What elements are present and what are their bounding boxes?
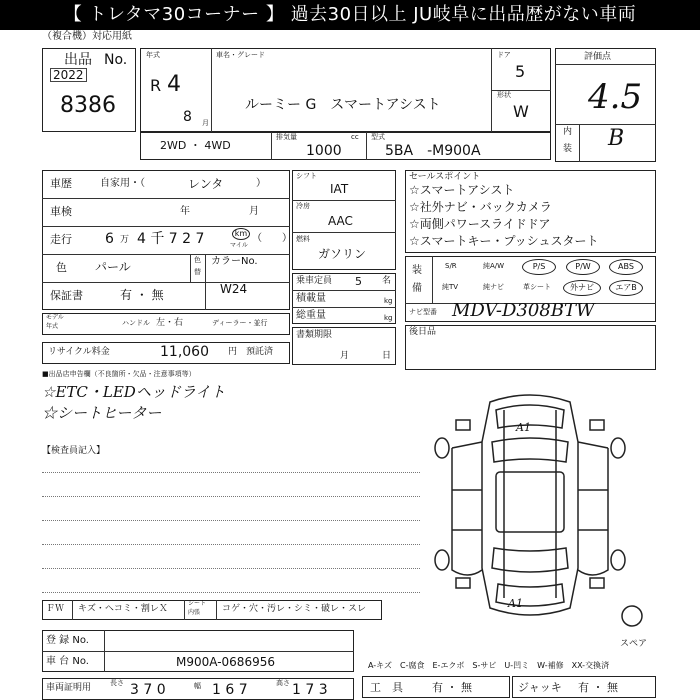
equip-ext-navi: 外ナビ (563, 280, 601, 296)
model-value: 5BA -M900A (385, 143, 481, 159)
jack-label: ジャッキ (518, 681, 562, 694)
month-unit: 月 (202, 119, 209, 127)
car-outline (435, 395, 642, 626)
sales-point-4: ☆スマートキー・プッシュスタート (409, 234, 599, 248)
equip-sr: S/R (445, 262, 457, 270)
doors-value: 5 (515, 62, 526, 81)
fw-value: キズ・ヘコミ・割レＸ (78, 604, 168, 614)
recycle-label: リサイクル料金 (48, 347, 110, 357)
score-value: 4.5 (588, 77, 643, 117)
model-label: 型式 (371, 133, 385, 141)
handle-value: 左・右 (156, 318, 184, 328)
cert-width-value: 1 6 7 (212, 682, 248, 698)
displacement-value: 1000 (306, 143, 342, 159)
damage-mark-rear: A1 (508, 597, 523, 610)
sales-point-3: ☆両側パワースライドドア (409, 217, 551, 231)
equip-ps: P/S (522, 259, 556, 275)
color-change-label-1: 色 (194, 256, 201, 264)
tools-value: 有 ・ 無 (432, 681, 472, 694)
damage-legend: A-キズ C-腐食 E-エクボ S-サビ U-凹ミ W-補修 XX-交換済 (368, 661, 610, 670)
fuel-label: 燃料 (296, 235, 310, 243)
ac-value: AAC (328, 214, 353, 228)
body-type-label: 形状 (497, 91, 511, 99)
mileage-rest: 4 千 7 2 7 (137, 231, 205, 247)
shift-label: シフト (296, 172, 317, 180)
equip-leather: 革シート (523, 283, 551, 291)
equip-pw: P/W (566, 259, 600, 275)
history-value: レンタ (188, 177, 224, 191)
year-stamp: 2022 (50, 68, 87, 82)
shift-value: IAT (330, 182, 349, 196)
mileage-label: 走行 (50, 233, 72, 246)
equip-airbag: エアB (609, 280, 643, 296)
tools-label: 工 具 (370, 681, 403, 694)
fw-label: ＦＷ (46, 604, 65, 614)
ac-label: 冷房 (296, 202, 310, 210)
chassis-label: 車 台 No. (46, 656, 89, 667)
car-diagram (412, 380, 647, 630)
doc-period-day: 日 (382, 351, 392, 361)
mileage-paren: （ ） (252, 233, 292, 244)
mileage-man-unit: 万 (120, 235, 130, 245)
capacity-label: 乗車定員 (296, 276, 333, 286)
car-name-grade: ルーミー G スマートアシスト (245, 97, 441, 113)
recycle-value: 11,060 (160, 344, 209, 360)
drive-value: 2WD ・ 4WD (160, 139, 231, 152)
sales-points-label: セールスポイント (409, 172, 481, 182)
year-value: 4 (167, 72, 181, 97)
equipment-label-2: 備 (412, 283, 422, 294)
form-label: （複合機）対応用紙 (42, 31, 132, 42)
color-label: 色 (56, 261, 67, 274)
reg-no-label: 登 録 No. (46, 635, 89, 646)
body-type-value: W (513, 102, 529, 121)
equip-abs: ABS (609, 259, 643, 275)
lot-no-label: No. (104, 52, 128, 68)
history-close: ） (256, 178, 266, 189)
equip-navi: 純ナビ (483, 283, 504, 291)
displacement-unit: cc (351, 133, 359, 141)
sales-point-1: ☆スマートアシスト (409, 183, 515, 197)
remarks-box (405, 325, 656, 370)
interior-value: B (608, 126, 625, 151)
recycle-unit: 円 (228, 347, 238, 357)
cert-length-label: 長さ (110, 679, 124, 687)
seller-note-2: ☆シートヒーター (42, 404, 162, 422)
inspection-month-unit: 月 (249, 206, 259, 217)
remarks-label: 後日品 (409, 327, 437, 337)
gross-label: 総重量 (296, 310, 326, 321)
navi-model-label: ナビ型番 (409, 308, 437, 316)
seller-note-1: ☆ETC・LEDヘッドライト (42, 383, 226, 401)
capacity-value: 5 (355, 275, 362, 288)
interior-label-2: 装 (563, 144, 573, 154)
recycle-note: 預託済 (246, 347, 274, 357)
equip-alloy: 純A/W (483, 262, 505, 270)
gross-unit: kg (384, 314, 393, 322)
doc-period-label: 書類期限 (296, 330, 333, 340)
load-label: 積載量 (296, 293, 326, 304)
inspection-year-unit: 年 (180, 206, 190, 217)
sales-point-2: ☆社外ナビ・バックカメラ (409, 200, 552, 214)
capacity-unit: 名 (382, 276, 392, 286)
mileage-man: 6 (105, 231, 114, 247)
color-value: パール (95, 260, 131, 274)
lot-label: 出品 (64, 52, 92, 68)
seat-value: コゲ・穴・汚レ・シミ・破レ・スレ (222, 604, 367, 614)
color-no-label: カラーNo. (211, 256, 258, 267)
warranty-label: 保証書 (50, 289, 83, 302)
inspection-label: 車検 (50, 205, 72, 218)
warranty-value: 有 ・ 無 (120, 288, 164, 302)
history-options: 自家用・（ (100, 178, 145, 189)
inspector-label: 【検査員記入】 (42, 446, 106, 456)
color-no-value: W24 (220, 282, 248, 296)
history-label: 車歴 (50, 177, 72, 190)
model-year-label-2: 年式 (46, 323, 59, 330)
doc-period-month: 月 (340, 351, 350, 361)
mileage-unit-km: km (232, 228, 250, 240)
seat-label-2: 内張 (188, 609, 201, 616)
equip-tv: 純TV (442, 283, 459, 291)
seller-notes-label: ■出品店申告欄（不良箇所・欠品・注意事項等） (42, 370, 196, 378)
cert-height-value: 1 7 3 (292, 682, 328, 698)
cert-width-label: 幅 (194, 682, 201, 690)
year-label: 年式 (146, 51, 160, 59)
dealer-label: ディーラー・並行 (212, 319, 268, 327)
color-change-label-2: 替 (194, 268, 201, 276)
damage-mark-front: A1 (516, 421, 531, 434)
cert-height-label: 高さ (276, 679, 290, 687)
name-label: 車名・グレード (216, 51, 265, 59)
lot-number: 8386 (60, 93, 116, 118)
doors-label: ドア (497, 51, 511, 59)
navi-model-value: MDV-D308BTW (452, 300, 595, 321)
displacement-label: 排気量 (276, 133, 297, 141)
chassis-value: M900A-0686956 (176, 655, 275, 669)
year-era: R (150, 76, 162, 95)
cert-label: 車両証明用 (46, 683, 92, 693)
score-label: 評価点 (584, 52, 612, 62)
cert-length-value: 3 7 0 (130, 682, 166, 698)
spare-label: スペア (620, 639, 648, 649)
page-banner: 【 トレタマ30コーナー 】 過去30日以上 JU岐阜に出品歴がない車両 (0, 0, 700, 30)
load-unit: kg (384, 297, 393, 305)
interior-label-1: 内 (563, 127, 573, 137)
handle-label: ハンドル (122, 319, 150, 327)
year-month: 8 (183, 109, 192, 125)
model-year-label-1: モデル (46, 314, 64, 321)
fuel-value: ガソリン (318, 247, 367, 261)
seat-label-1: シート (188, 600, 207, 607)
jack-value: 有 ・ 無 (578, 681, 618, 694)
mileage-unit-mile: マイル (230, 242, 248, 249)
equipment-label-1: 装 (412, 265, 422, 276)
